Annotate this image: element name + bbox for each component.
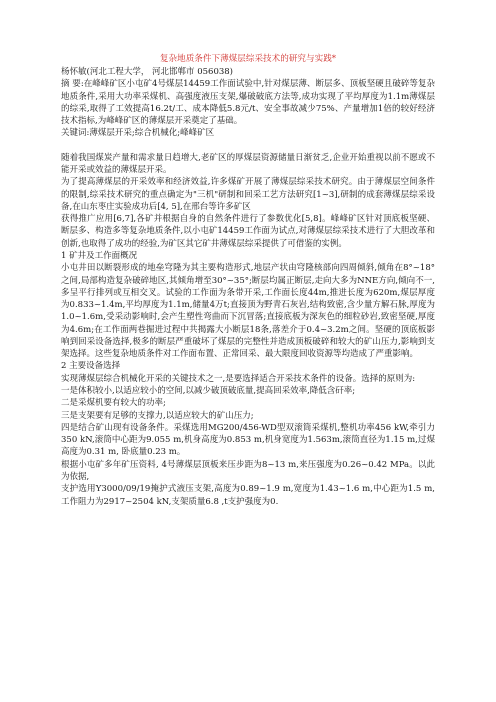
body-paragraph: 小屯井田以断裂形成的地垒穹隆为其主要构造形式,地层产状由穹隆核部向四周倾斜,倾角在8°~18°之间,局部构造复杂破碎地区,其倾角增至30°~35°;断层均属正断层,走向大多为NNE方向,倾向不一,多呈平行排列或互相交叉。试验的工作面为条带开采,工作面长度44m,推进长度为620m,煤层厚度为0.833~1.4m,平均厚度为1.1m,储量4万t;直接顶为野青石灰岩,结构致密,含少量方解石脉,厚度为1.0~1.6m,受采动影响时,会产生塑性弯曲而下沉冒落;直接底板为深灰色的细粒砂岩,致密坚硬,厚度为4.6m;在工作面两巷掘进过程中共揭露大小断层18条,落差介于0.4~3.2m之间。坚硬的顶底板影响到回采设备选择,极多的断层严重破坏了煤层的完整性并造成顶板破碎和较大的矿山压力,影响到支架选择。这些复杂地质条件对工作面布置、正常回采、最大限度回收资源等均造成了严重影响。	[61, 263, 435, 360]
body-paragraph: 实现薄煤层综合机械化开采的关键技术之一,是要选择适合开采技术条件的设备。选择的原则为:	[61, 373, 416, 384]
document-body	[61, 66, 435, 508]
keywords: 关键词:薄煤层开采;综合机械化;峰峰矿区	[61, 128, 215, 139]
list-item: 四是结合矿山现有设备条件。采煤选用MG200/456-WD型双滚筒采煤机,整机功率456 kW,牵引力350 kN,滚筒中心距为9.055 m,机身高度为0.853 m,机身宽度为1.563m,滚筒直径为1.15 m,过煤高度为0.31 m, 卧底量0.23 m。	[61, 422, 435, 458]
list-item: 一是体积较小,以适应较小的空间,以减少破顶破底量,提高回采效率,降低含矸率;	[61, 386, 356, 397]
author-line: 杨怀敏(河北工程大学， 河北邯郸市 056038)	[61, 67, 233, 77]
section-heading: 1 矿井及工作面概况	[61, 250, 138, 261]
list-item: 三是支架要有足够的支撑力,以适应较大的矿山压力;	[61, 410, 254, 421]
list-item: 二是采煤机要有较大的功率;	[61, 398, 166, 409]
body-paragraph: 为了提高薄煤层的开采效率和经济效益,许多煤矿开展了薄煤层综采技术研究。由于薄煤层空间条件的限制,综采技术研究的重点确定为"三机"研制和回采工艺方法研究[1~3],研制的成套薄煤层综采设备,在山东枣庄实验成功后[4, 5],在邢台等许多矿区	[61, 177, 435, 212]
body-paragraph: 根据小屯矿多年矿压资料, 4号薄煤层顶板来压步距为8~13 m,来压强度为0.26~0.42 MPa。以此为依据,	[61, 459, 435, 482]
section-heading: 2 主要设备选择	[61, 361, 121, 372]
abstract: 摘 要:在峰峰矿区小屯矿4号煤层14459工作面试验中,针对煤层薄、断层多、顶板坚硬且破碎等复杂地质条件,采用大功率采煤机、高强度液压支架,爆破破底方法等,成功实现了平均厚度为1.1m薄煤层的综采,取得了工效提高16.2t/工、成本降低5.8元/t、安全事故减少75%、产量增加1倍的较好经济技术指标,为峰峰矿区的薄煤层开采奠定了基础。	[61, 79, 435, 127]
body-paragraph: 随着我国煤炭产量和需求量日趋增大,老矿区的厚煤层资源储量日渐贫乏,企业开始重视以前不愿或不能开采或效益的薄煤层开采。	[61, 152, 435, 175]
paper-title: 复杂地质条件下薄煤层综采技术的研究与实践*	[159, 54, 337, 64]
body-paragraph: 支护选用Y3000/09/19掩护式液压支架,高度为0.89~1.9 m,宽度为1.43~1.6 m,中心距为1.5 m,工作阻力为2917~2504 kN,支架质量6.8 ,t支护强度为0.	[61, 484, 435, 507]
body-paragraph: 获得推广应用[6,7],各矿并根据自身的自然条件进行了参数优化[5,8]。峰峰矿区针对顶底板坚硬、断层多、构造多等复杂地质条件,以小屯矿14459工作面为试点,对薄煤层综采技术进行了大胆改革和创新,也取得了成功的经验,为矿区其它矿井薄煤层综采提供了可借鉴的实例。	[61, 214, 435, 249]
